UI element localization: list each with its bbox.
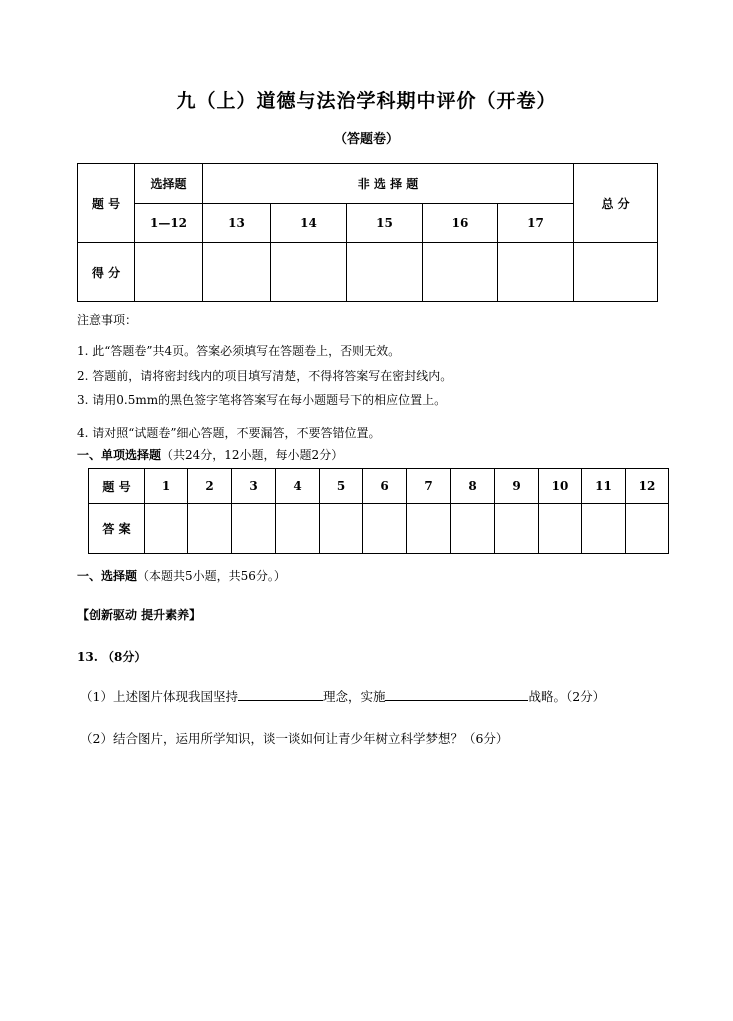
bracket-heading: 【创新驱动 提升素养】 [77,608,202,622]
answer-cell[interactable] [145,504,188,554]
score-cell[interactable] [498,243,574,302]
question-number-cell: 15 [347,204,423,243]
page-title: 九（上）道德与法治学科期中评价（开卷） [176,90,557,112]
part1-text-c: 战略。（2分） [528,689,606,704]
answer-cell[interactable] [451,504,495,554]
answer-number-cell: 1 [145,469,188,504]
answer-blank-1[interactable] [238,687,323,701]
question-13-part1 [80,687,605,705]
answer-number-cell: 3 [232,469,276,504]
choice-range: 1—12 [135,204,203,243]
answer-cell[interactable] [320,504,363,554]
total-header: 总 分 [574,164,658,243]
question-number-cell: 14 [271,204,347,243]
answer-table [88,468,669,554]
score-cell[interactable] [574,243,658,302]
score-cell[interactable] [347,243,423,302]
answer-number-cell: 10 [539,469,582,504]
score-table [77,163,658,302]
answer-number-cell: 7 [407,469,451,504]
answer-number-cell: 12 [626,469,669,504]
section2-detail: （本题共5小题，共56分。） [137,569,286,583]
score-cell[interactable] [203,243,271,302]
answer-cell[interactable] [582,504,626,554]
section1-detail: （共24分，12小题，每小题2分） [161,448,344,462]
answer-number-cell: 5 [320,469,363,504]
answer-cell[interactable] [407,504,451,554]
section2-heading [77,567,286,584]
score-cell[interactable] [423,243,498,302]
score-cell[interactable] [271,243,347,302]
score-cell[interactable] [135,243,203,302]
question-number-cell: 13 [203,204,271,243]
note-item: 2. 答题前，请将密封线内的项目填写清楚，不得将答案写在密封线内。 [77,369,453,383]
note-item: 3. 请用0.5mm的黑色签字笔将答案写在每小题题号下的相应位置上。 [77,393,447,407]
choice-header: 选择题 [135,164,203,204]
nonchoice-header: 非 选 择 题 [203,164,574,204]
part1-text-b: 理念，实施 [322,689,386,704]
part1-text-a: （1）上述图片体现我国坚持 [80,689,238,704]
answer-cell[interactable] [232,504,276,554]
question-13-part2: （2）结合图片，运用所学知识，谈一谈如何让青少年树立科学梦想？（6分） [80,731,509,746]
question-13-heading: 13. （8分） [77,650,147,664]
score-row-label-score: 得 分 [78,243,135,302]
answer-cell[interactable] [539,504,582,554]
question-number-cell: 16 [423,204,498,243]
question-number-cell: 17 [498,204,574,243]
note-item: 1. 此“答题卷”共4页。答案必须填写在答题卷上，否则无效。 [77,344,401,358]
answer-row-label-number: 题 号 [89,469,145,504]
note-item: 4. 请对照“试题卷”细心答题，不要漏答，不要答错位置。 [77,426,381,440]
section2-label: 一、选择题 [77,569,138,583]
score-row-label-number: 题 号 [78,164,135,243]
answer-cell[interactable] [363,504,407,554]
page-subtitle: （答题卷） [333,132,399,147]
answer-cell[interactable] [276,504,320,554]
answer-number-cell: 2 [188,469,232,504]
answer-row-label-answer: 答 案 [89,504,145,554]
answer-cell[interactable] [188,504,232,554]
answer-number-cell: 6 [363,469,407,504]
section1-label: 一、单项选择题 [77,448,162,462]
answer-cell[interactable] [495,504,539,554]
answer-cell[interactable] [626,504,669,554]
notes-heading: 注意事项： [77,313,138,327]
answer-number-cell: 4 [276,469,320,504]
answer-blank-2[interactable] [385,687,528,701]
section1-heading [77,446,343,463]
answer-number-cell: 8 [451,469,495,504]
answer-number-cell: 9 [495,469,539,504]
answer-number-cell: 11 [582,469,626,504]
